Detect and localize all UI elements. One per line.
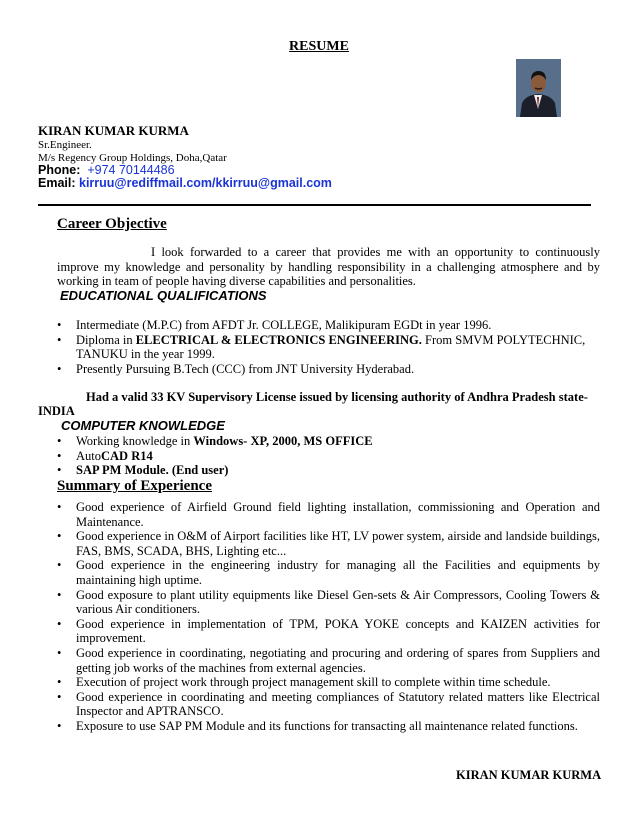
list-item: • Good experience of Airfield Ground field lighting installation, commissioning and Operation and Maintenance. bbox=[57, 500, 600, 529]
person-photo-icon bbox=[516, 59, 561, 117]
phone-label: Phone: bbox=[38, 163, 81, 177]
education-list bbox=[57, 318, 600, 376]
phone-number[interactable]: +974 70144486 bbox=[87, 163, 175, 177]
list-item: • SAP PM Module. (End user) bbox=[57, 463, 600, 478]
experience-heading: Summary of Experience bbox=[57, 478, 212, 494]
company: M/s Regency Group Holdings, Doha,Qatar bbox=[38, 152, 227, 164]
resume-title: RESUME bbox=[289, 39, 349, 54]
career-heading: Career Objective bbox=[57, 216, 167, 232]
license-country: INDIA bbox=[38, 404, 75, 418]
list-item: • Good experience in implementation of TPM, POKA YOKE concepts and KAIZEN activities for improvement. bbox=[57, 617, 600, 646]
computer-heading: COMPUTER KNOWLEDGE bbox=[61, 418, 225, 433]
list-item: • Good experience in coordinating, negotiating and procuring and ordering of spares from Suppliers and getting job works of the machines from external agencies. bbox=[57, 646, 600, 675]
list-item: • Intermediate (M.P.C) from AFDT Jr. COLLEGE, Malikipuram EGDt in year 1996. bbox=[57, 318, 600, 333]
designation: Sr.Engineer. bbox=[38, 139, 92, 151]
list-item: • Presently Pursuing B.Tech (CCC) from JNT University Hyderabad. bbox=[57, 362, 600, 377]
education-heading: EDUCATIONAL QUALIFICATIONS bbox=[60, 288, 267, 303]
footer-name: KIRAN KUMAR KURMA bbox=[456, 768, 602, 782]
list-item: • Good experience in O&M of Airport facilities like HT, LV power system, airside and landside buildings, FAS, BMS, SCADA, BHS, Lighting etc... bbox=[57, 529, 600, 558]
list-item: • Diploma in ELECTRICAL & ELECTRONICS ENGINEERING. From SMVM POLYTECHNIC, TANUKU in the year 1999. bbox=[57, 333, 600, 362]
email-label: Email: bbox=[38, 176, 76, 190]
list-item: • Execution of project work through project management skill to complete within time schedule. bbox=[57, 675, 600, 690]
header-divider bbox=[38, 204, 591, 206]
license-line: Had a valid 33 KV Supervisory License issued by licensing authority of Andhra Pradesh state- bbox=[86, 390, 588, 404]
computer-list bbox=[57, 434, 600, 478]
list-item: • Exposure to use SAP PM Module and its functions for transacting all maintenance related functions. bbox=[57, 719, 600, 734]
email-line bbox=[38, 176, 332, 190]
list-item: • Good experience in the engineering industry for managing all the Facilities and equipments by maintaining high uptime. bbox=[57, 558, 600, 587]
experience-list bbox=[57, 500, 600, 734]
profile-photo bbox=[516, 59, 561, 117]
list-item: • Working knowledge in Windows- XP, 2000, MS OFFICE bbox=[57, 434, 600, 449]
email-link[interactable]: kirruu@rediffmail.com/kkirruu@gmail.com bbox=[79, 176, 332, 190]
phone-line bbox=[38, 163, 175, 177]
career-text: I look forwarded to a career that provides me with an opportunity to continuously improve my knowledge and personality by handling responsibility in a challenging atmosphere and by working in team of people having diverse capabilities and personalities. bbox=[57, 245, 600, 289]
list-item: • AutoCAD R14 bbox=[57, 449, 600, 464]
list-item: • Good experience in coordinating and meeting compliances of Statutory related matters like Electrical Inspector and APTRANSCO. bbox=[57, 690, 600, 719]
applicant-name: KIRAN KUMAR KURMA bbox=[38, 123, 189, 138]
list-item: • Good exposure to plant utility equipments like Diesel Gen-sets & Air Compressors, Cooling Towers & various Air conditioners. bbox=[57, 588, 600, 617]
